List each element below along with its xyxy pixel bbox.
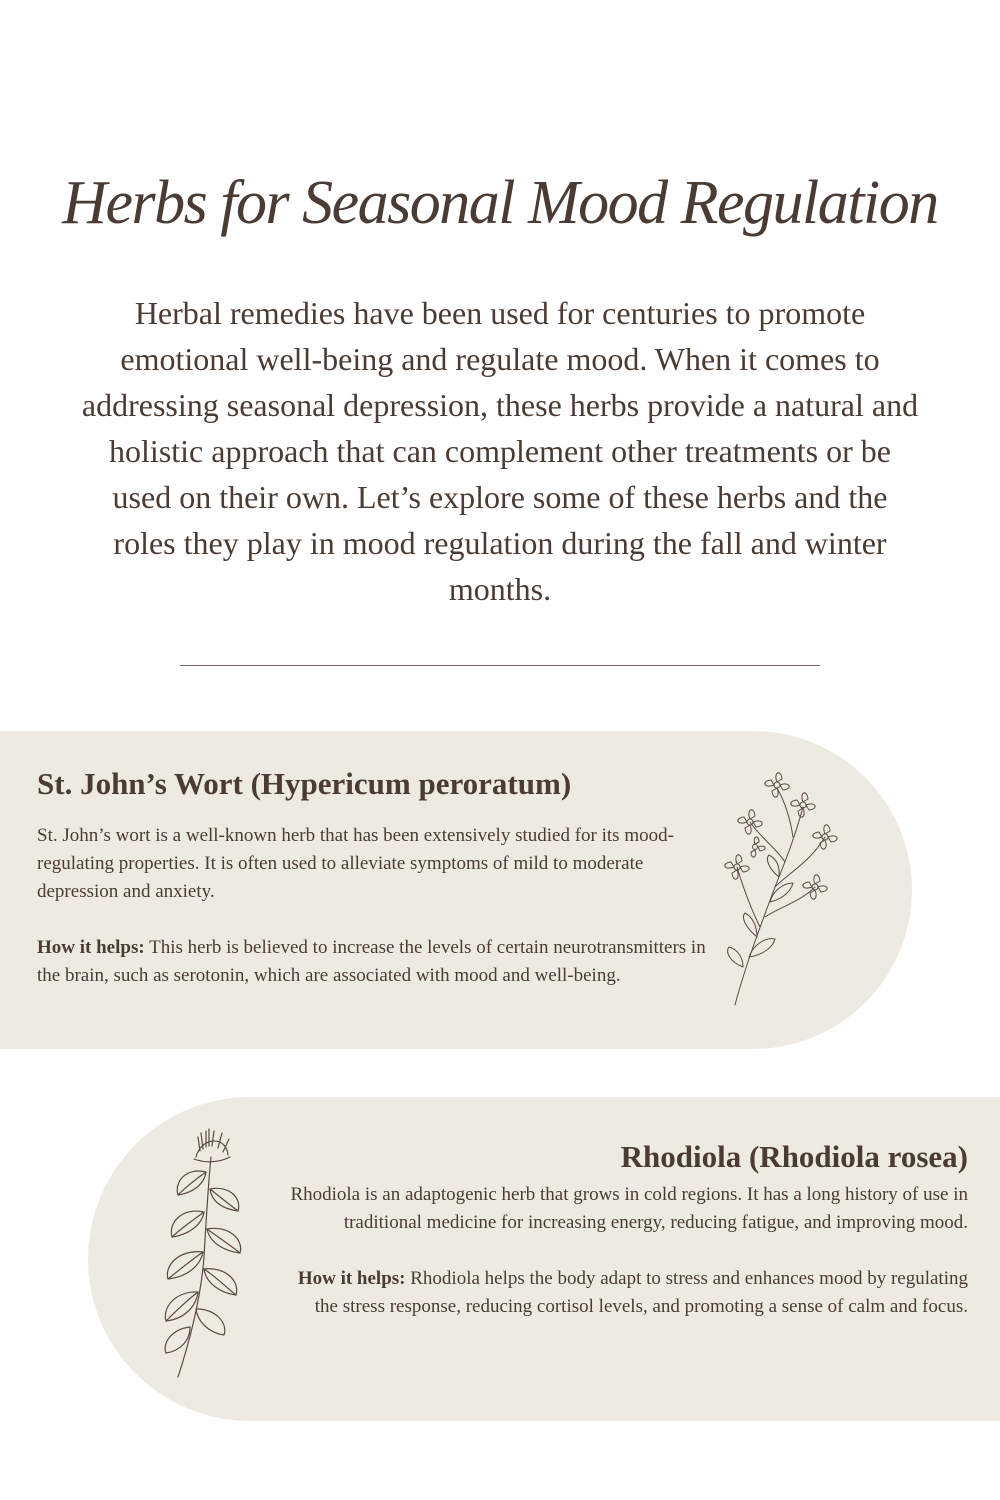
herb-card-st-johns-wort [0,731,912,1049]
how-it-helps-label: How it helps: [297,1268,406,1289]
herb-title: Rhodiola (Rhodiola rosea) [620,1139,968,1174]
herb-description: Rhodiola is an adaptogenic herb that grows in cold regions. It has a long history of use in traditional medicine for increasing energy, reducing fatigue, and improving mood. [290,1184,968,1233]
herb-card-text [288,1137,968,1321]
herb-description: St. John’s wort is a well-known herb that has been extensively studied for its mood-regulating properties. It is often used to alleviate symptoms of mild to moderate depression and anxiety. [37,825,674,902]
how-it-helps-text: This herb is believed to increase the levels of certain neurotransmitters in the brain, such as serotonin, which are associated with mood and well-being. [37,937,706,986]
page-title: Herbs for Seasonal Mood Regulation [62,169,938,237]
rhodiola-plant-icon [156,1127,256,1385]
herb-title: St. John’s Wort (Hypericum peroratum) [37,766,572,801]
st-johns-wort-flower-icon [715,767,850,1012]
how-it-helps-label: How it helps: [37,937,145,958]
section-divider [180,665,820,666]
herb-card-text [37,764,707,990]
herb-how-it-helps [37,934,707,990]
herb-card-rhodiola [88,1097,1000,1421]
how-it-helps-text: Rhodiola helps the body adapt to stress and enhances mood by regulating the stress response, reducing cortisol levels, and promoting a sense of calm and focus. [314,1268,968,1317]
intro-paragraph: Herbal remedies have been used for centuries to promote emotional well-being and regulate mood. When it comes to addressing seasonal depression, these herbs provide a natural and holistic approach that can complement other treatments or be used on their own. Let’s explore some of these herbs and the roles they play in mood regulation during the fall and winter months. [81,295,919,607]
herb-how-it-helps [288,1265,968,1321]
